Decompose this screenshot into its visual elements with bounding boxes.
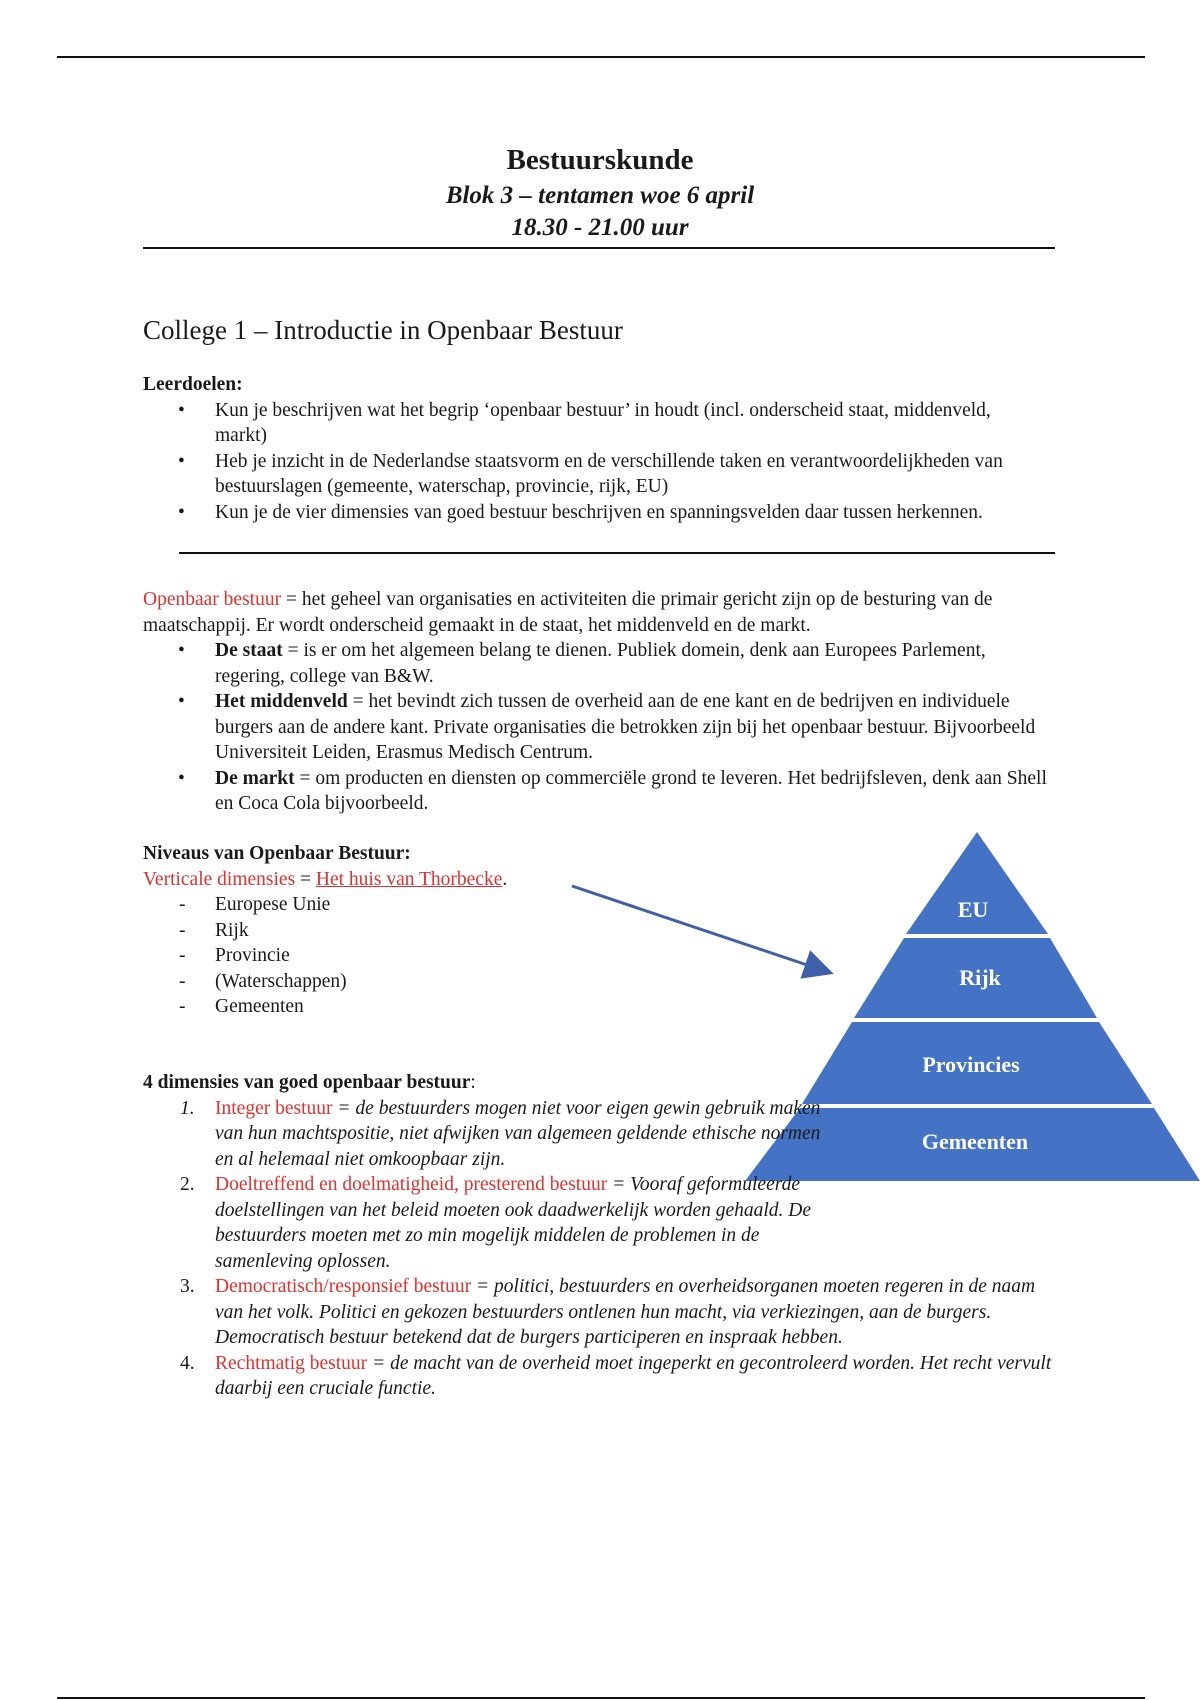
dimension-text: = politici, bestuurders en overheidsorganen moeten regeren in de naam van het volk. Politici en gekozen bestuurders ontlenen hun macht, via verkiezingen, aan de burgers. Democratisch bestuur betekend dat de burgers participeren en inspraak hebben. [215, 1276, 1036, 1348]
period: . [502, 868, 508, 890]
dimension-term: Doeltreffend en doelmatigheid, presterend bestuur [215, 1174, 608, 1195]
section-heading: College 1 – Introductie in Openbaar Bestuur [143, 315, 623, 345]
dimension-number: 1. [180, 1097, 195, 1119]
learning-goals-rule [179, 552, 1055, 554]
definition-item-markt [143, 766, 1058, 817]
pyramid-label-provincies: Provincies [922, 1052, 1020, 1077]
learning-goal-item: • Kun je beschrijven wat het begrip ‘openbaar bestuur’ in houdt (incl. onderscheid staat, middenveld, markt) [143, 398, 1023, 449]
doc-subtitle-time: 18.30 - 21.00 uur [511, 214, 689, 241]
pyramid-label-rijk: Rijk [959, 965, 1001, 990]
definition-item-text: = om producten en diensten op commerciële grond te leveren. Het bedrijfsleven, denk aan Shell en Coca Cola bijvoorbeeld. [215, 767, 1047, 814]
dimension-text: = Vooraf geformuleerde doelstellingen van het beleid moeten ook daadwerkelijk worden gehaald. De bestuurders moeten met zo min mogelijk middelen de problemen in de samenleving oplossen. [215, 1174, 812, 1272]
title-rule [143, 247, 1055, 249]
definition-item-middenveld [143, 689, 1058, 766]
page-top-rule [57, 56, 1145, 58]
learning-goals-label: Leerdoelen: [143, 374, 243, 395]
thorbecke-link[interactable]: Het huis van Thorbecke [315, 868, 503, 890]
dimension-term: Democratisch/responsief bestuur [215, 1276, 472, 1297]
definition-item-text: = is er om het algemeen belang te dienen. Publiek domein, denk aan Europees Parlement, regering, college van B&W. [215, 640, 986, 687]
dimensions-heading-line [143, 1070, 1058, 1096]
definition-term: Openbaar bestuur [143, 589, 282, 610]
dimension-number: 2. [180, 1174, 195, 1195]
doc-title: Bestuurskunde [506, 144, 694, 176]
learning-goal-item: • Kun je de vier dimensies van goed bestuur beschrijven en spanningsvelden daar tussen herkennen. [143, 500, 1023, 526]
definition-block [143, 587, 1058, 817]
dimension-term: Integer bestuur [215, 1097, 333, 1119]
learning-goals [143, 372, 1023, 525]
pyramid-label-eu: EU [957, 897, 989, 922]
definition-item-term: De staat [215, 640, 283, 661]
level-item: - Rijk [143, 918, 663, 944]
dimension-item-3 [143, 1274, 1058, 1351]
definition-item-term: Het middenveld [215, 691, 348, 712]
dimensions-block [143, 1070, 1058, 1402]
dimension-item-4 [143, 1351, 1058, 1402]
definition-paragraph [143, 587, 1058, 638]
dimension-item-2 [143, 1172, 835, 1274]
level-item: - Europese Unie [143, 892, 663, 918]
page-bottom-rule [57, 1697, 1145, 1699]
dimension-text: = de bestuurders mogen niet voor eigen gewin gebruik maken van hun machtspositie, niet afwijken van algemeen geldende ethische normen en al helemaal niet omkoopbaar zijn. [215, 1097, 821, 1170]
definition-item-staat [143, 638, 1058, 689]
dimensions-heading: 4 dimensies van goed openbaar bestuur [143, 1072, 471, 1093]
level-item: - Gemeenten [143, 994, 663, 1020]
definition-item-text: = het bevindt zich tussen de overheid aan de ene kant en de bedrijven en individuele burgers aan de andere kant. Private organisaties die betrokken zijn bij het openbaar bestuur. Bijvoorbeeld Universiteit Leiden, Erasmus Medisch Centrum. [215, 691, 1036, 763]
dimension-number: 4. [180, 1352, 195, 1374]
pyramid-label-gemeenten: Gemeenten [921, 1129, 1029, 1154]
dimension-term: Rechtmatig bestuur [215, 1352, 368, 1374]
dimension-item-1 [143, 1096, 835, 1173]
equals-sign: = [295, 868, 316, 890]
level-item: - Provincie [143, 943, 663, 969]
colon: : [470, 1072, 476, 1093]
dimension-number: 3. [180, 1276, 195, 1297]
levels-heading: Niveaus van Openbaar Bestuur: [143, 843, 411, 864]
level-item: - (Waterschappen) [143, 969, 663, 995]
doc-subtitle-exam: Blok 3 – tentamen woe 6 april [445, 182, 755, 209]
dimension-text: = de macht van de overheid moet ingeperkt en gecontroleerd worden. Het recht vervult daarbij een cruciale functie. [215, 1352, 1052, 1399]
definition-text: = het geheel van organisaties en activiteiten die primair gericht zijn op de besturing van de maatschappij. Er wordt onderscheid gemaakt in de staat, het middenveld en de markt. [143, 589, 993, 636]
vertical-dimensions-label: Verticale dimensies [143, 868, 296, 890]
definition-item-term: De markt [215, 767, 295, 789]
learning-goal-item: • Heb je inzicht in de Nederlandse staatsvorm en de verschillende taken en verantwoordelijkheden van bestuurslagen (gemeente, waterschap, provincie, rijk, EU) [143, 449, 1023, 500]
